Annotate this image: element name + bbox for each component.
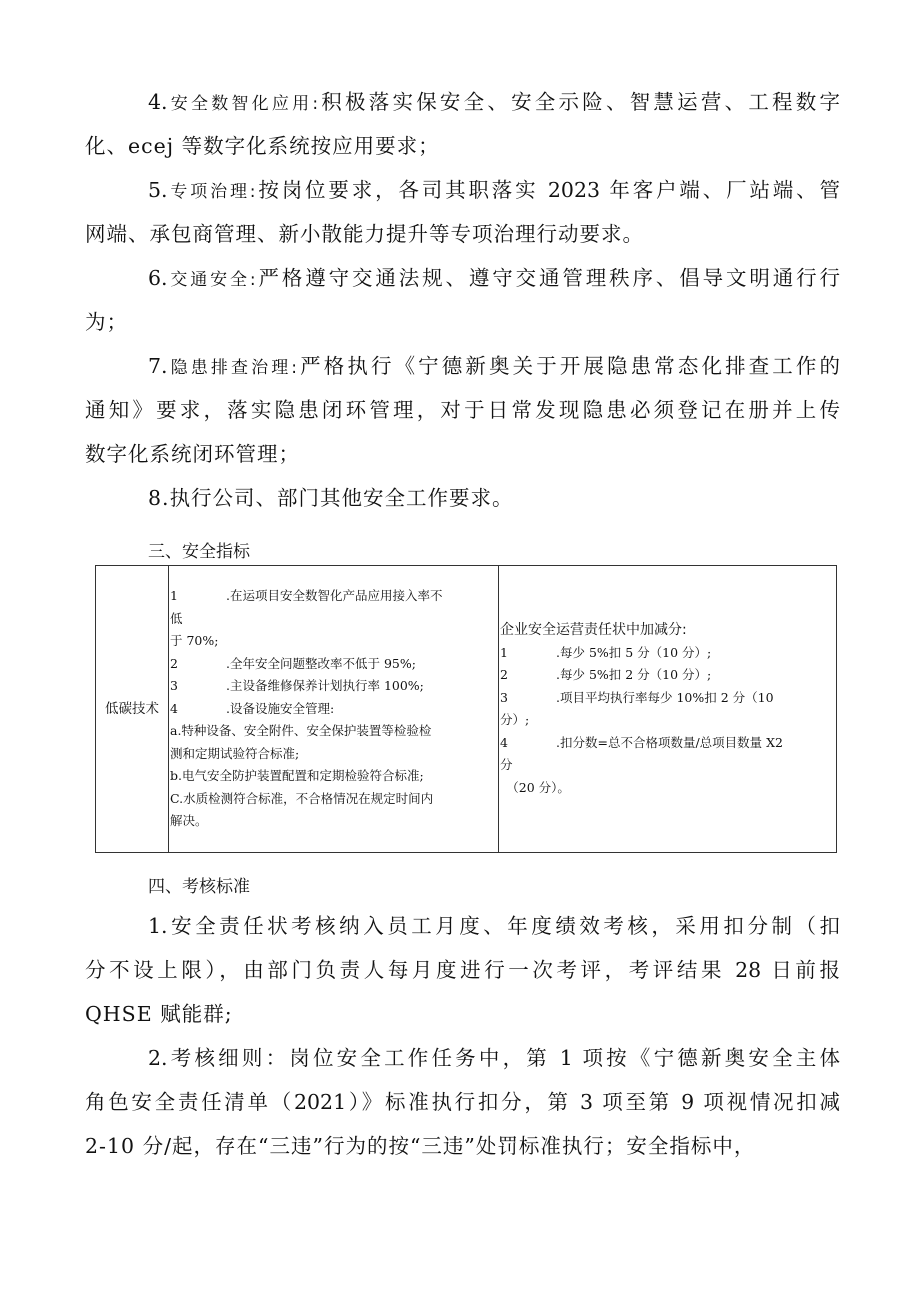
paragraph-line — [85, 476, 840, 520]
table-line — [500, 777, 835, 800]
section-heading-safety-indicators: 三、安全指标 — [148, 542, 250, 562]
line-number: 1 — [500, 644, 508, 660]
item-keyword: 专项治理: — [167, 182, 256, 202]
line-text: 积极落实保安全、安全示险、智慧运营、工程数字 — [318, 90, 840, 114]
paragraph-line — [85, 388, 840, 432]
line-text: .项目平均执行率每少 10%扣 2 分（10 — [556, 689, 774, 705]
line-text: .在运项目安全数智化产品应用接入率不 — [226, 588, 443, 604]
paragraph-line: 角色安全责任清单（2021）》标准执行扣分，第 3 项至第 9 项视情况扣减 — [85, 1090, 840, 1114]
line-text: 网端、承包商管理、新小散能力提升等专项治理行动要求。 — [85, 222, 644, 246]
task-list — [85, 80, 840, 520]
line-number: 3 — [170, 678, 178, 694]
paragraph-line: 2.考核细则：岗位安全工作任务中，第 1 项按《宁德新奥安全主体 — [148, 1046, 840, 1070]
section-heading-assessment: 四、考核标准 — [148, 877, 250, 897]
line-text: 严格执行《宁德新奥关于开展隐患常态化排查工作的 — [297, 354, 840, 378]
line-text: .全年安全问题整改率不低于 95%; — [226, 655, 416, 671]
line-text: 数字化系统闭环管理； — [85, 442, 300, 466]
table-line — [170, 608, 497, 631]
item-number: 8. — [148, 486, 170, 510]
line-text: 解决。 — [170, 813, 208, 829]
scoring-cell — [499, 566, 837, 853]
table-line — [170, 743, 497, 766]
table-line — [170, 810, 497, 833]
item-keyword: 安全数智化应用: — [167, 94, 319, 114]
line-number: 2 — [500, 667, 508, 682]
item-number: 7. — [148, 354, 168, 378]
line-text: 严格遵守交通法规、遵守交通管理秩序、倡导文明通行行 — [255, 266, 840, 290]
paragraph-line — [85, 256, 840, 300]
table-line — [170, 585, 497, 608]
table-line — [500, 709, 835, 732]
table-line — [500, 754, 835, 777]
paragraph-line — [85, 344, 840, 388]
paragraph-line: 分不设上限），由部门负责人每月度进行一次考评，考评结果 28 日前报 — [85, 958, 840, 982]
table-line — [170, 698, 497, 721]
line-text: C.水质检测符合标准，不合格情况在规定时间内 — [170, 790, 434, 806]
line-text: .扣分数=总不合格项数量/总项目数量 X2 — [556, 734, 783, 750]
paragraph-line — [85, 80, 840, 124]
table-line — [170, 720, 497, 743]
line-text: 测和定期试验符合标准; — [170, 745, 300, 761]
table-line — [170, 630, 497, 653]
line-text: 按岗位要求，各司其职落实 2023 年客户端、厂站端、管 — [255, 178, 840, 202]
line-text: 化、ecej 等数字化系统按应用要求； — [85, 134, 440, 158]
line-text: 通知》要求，落实隐患闭环管理，对于日常发现隐患必须登记在册并上传 — [85, 398, 840, 422]
line-text: .每少 5%扣 5 分（10 分）; — [556, 644, 712, 660]
paragraph-line: 1.安全责任状考核纳入员工月度、年度绩效考核，采用扣分制（扣 — [148, 914, 840, 938]
paragraph-line: 2-10 分/起，存在“三违”行为的按“三违”处罚标准执行；安全指标中， — [85, 1134, 756, 1158]
targets-cell — [169, 566, 499, 853]
item-keyword: 隐患排查治理: — [167, 358, 298, 378]
line-text: 低 — [170, 610, 183, 626]
line-text: a.特种设备、安全附件、安全保护装置等检验检 — [170, 723, 432, 739]
paragraph-line — [85, 212, 840, 256]
table-line — [170, 788, 497, 811]
line-number: 4 — [170, 700, 178, 716]
item-keyword: 交通安全: — [167, 270, 256, 290]
line-number: 3 — [500, 689, 508, 705]
paragraph-line — [85, 168, 840, 212]
line-number: 2 — [170, 655, 178, 671]
item-number: 6. — [148, 266, 168, 290]
table-line — [170, 675, 497, 698]
item-number: 5. — [148, 178, 168, 202]
table-line — [500, 687, 835, 710]
assessment-list — [85, 904, 840, 1168]
paragraph-line — [85, 124, 840, 168]
table-line — [170, 765, 497, 788]
line-text: 为； — [85, 310, 128, 334]
line-text: 分 — [500, 757, 513, 772]
line-number: 1 — [170, 588, 178, 604]
table-line — [500, 732, 835, 755]
line-text: .主设备维修保养计划执行率 100%; — [226, 678, 424, 694]
paragraph-line — [85, 432, 840, 476]
line-number: 4 — [500, 734, 508, 750]
scoring-title: 企业安全运营责任状中加减分: — [500, 622, 687, 638]
line-text: .每少 5%扣 2 分（10 分）; — [556, 667, 712, 682]
safety-indicator-table — [95, 565, 837, 853]
line-text: b.电气安全防护装置配置和定期检验符合标准; — [170, 768, 424, 784]
paragraph-line: QHSE 赋能群; — [85, 1002, 233, 1026]
line-text: （20 分）。 — [500, 779, 570, 795]
line-text: 分）; — [500, 712, 530, 727]
line-text: 于 70%; — [170, 633, 219, 649]
line-text: 执行公司、部门其他安全工作要求。 — [169, 486, 514, 510]
table-line — [500, 642, 835, 665]
table-line — [170, 653, 497, 676]
item-number: 4. — [148, 90, 168, 114]
paragraph-line — [85, 300, 840, 344]
category-cell: 低碳技术 — [96, 566, 169, 853]
table-line — [500, 664, 835, 687]
line-text: .设备设施安全管理: — [226, 700, 335, 716]
